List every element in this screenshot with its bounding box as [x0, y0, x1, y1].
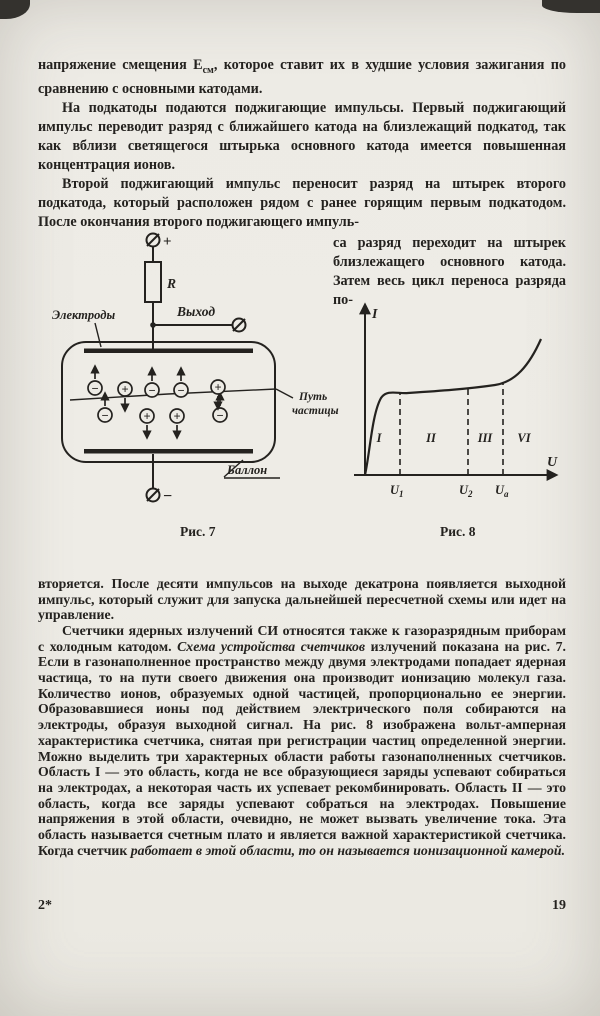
text-fragment: напряжение смещения Е [38, 57, 203, 73]
ions [88, 367, 227, 437]
u1-tick-label: $U_1$ [390, 482, 404, 499]
electrodes-label: Электроды [52, 307, 116, 322]
ion-sign: − [148, 383, 156, 398]
minus-sign-label: − [163, 487, 173, 505]
u2-tick-label: $U_2$ [459, 482, 473, 499]
paragraph-beside-figure: са разряд переходит на штырек близлежащего основного катода. Затем весь цикл переноса разряда по- [333, 234, 566, 308]
junction-dot [150, 322, 156, 328]
page-footer [38, 898, 566, 914]
text-fragment: , которое ставит их в худшие условия зажигания по сравнению с основными катодами. [38, 57, 566, 97]
ion-sign: − [91, 381, 99, 396]
region-label: III [477, 430, 493, 445]
u3-tick-label: $U_а$ [495, 482, 509, 499]
italic-text-fragment: работает в этой области, то он называется ионизационной камерой. [130, 842, 566, 858]
paragraph-second-pulse: Второй поджигающий импульс переносит разряд на штырек второго подкатода, который расположен рядом с ранее горящим первым подкатодом. После окончания второго поджигающего импуль- [38, 175, 566, 230]
figure7-caption: Рис. 7 [180, 523, 216, 539]
text-fragment: излучений показана на рис. 7. Если в газонаполненное пространство между двумя электродами попадает ядерная частица, то на пути своего движения она производит ионизацию молекул газа. Количество ионов, образуемых одной частицей, пропорционально ее энергии. Образовавшиеся ионы под действием электрического поля собираются на электроды, образуя выходной сигнал. На рис. 8 изображена вольт-амперная характеристика счетчика, снятая при регистрации частиц определенной энергии. Можно выделить три характерных области работы газонаполненных счетчиков. Область I — это область, когда не все образующиеся заряды успевают собираться на электродах, а некоторая часть их успевает рекомбинировать. Область II — это область, когда все заряды успевают собраться на электродах. Повышение напряжения в этой области, очевидно, не может вызвать увеличение тока. Эта область называется счетным плато и является важной характеристикой счетчика. Когда счетчик [38, 638, 566, 858]
region-label: I [376, 430, 382, 445]
ion-sign: + [173, 409, 181, 424]
electrodes-leader-line [95, 323, 101, 347]
balloon-label: Баллон [227, 462, 268, 477]
subscript-text: см [202, 64, 214, 76]
paragraph-subcathodes: На подкатоды подаются поджигающие импульсы. Первый поджигающий импульс переводит разряд с ближайшего катода на близлежащий подкатод, так как вблизи светящегося штырька основного катода имеется повышенная концентрация ионов. [38, 99, 566, 173]
region-label: VI [517, 430, 531, 445]
figures-block [38, 232, 566, 544]
output-label: Выход [177, 303, 216, 319]
paragraph-radiation-counters [38, 623, 566, 859]
particle-path-leader [276, 389, 293, 398]
figure8-caption: Рис. 8 [440, 523, 476, 539]
ion-sign: + [121, 382, 129, 397]
italic-text-fragment: Схема устройства счетчиков [177, 638, 366, 654]
ion-sign: − [101, 408, 109, 423]
ion-sign: + [143, 409, 151, 424]
tube-envelope [62, 342, 275, 462]
resistor-label: R [167, 275, 177, 291]
particle-path-label-line2: частицы [292, 404, 339, 417]
bottom-electrode [84, 449, 253, 454]
resistor [145, 262, 161, 302]
page-number: 19 [552, 898, 566, 913]
ion-sign: + [214, 380, 222, 395]
region-label: II [426, 430, 436, 445]
paragraph-decatron-output: вторяется. После десяти импульсов на выходе декатрона появляется выходной импульс, который служит для запуска дальнейшей пересчетной схемы или идет на управление. [38, 575, 566, 623]
y-axis-label: I [372, 306, 378, 322]
plus-sign-label: + [163, 233, 172, 250]
paragraph-top-continuation [38, 56, 566, 99]
particle-path-label-line1: Путь [299, 390, 328, 403]
scan-artifact-top-right [542, 0, 600, 13]
scan-artifact-top-left [0, 0, 30, 19]
figure7-counter-tube-schematic [48, 228, 358, 520]
text-fragment: Счетчики ядерных излучений СИ относятся также к газоразрядным приборам с холодным катодом. [38, 622, 566, 654]
x-axis-label: U [547, 454, 558, 470]
page-content [38, 56, 566, 858]
ion-sign: − [177, 383, 185, 398]
ion-sign: − [216, 408, 224, 423]
footer-signature: 2* [38, 898, 52, 913]
top-electrode [84, 348, 253, 353]
figure8-volt-ampere-characteristic [343, 294, 568, 509]
current-curve [365, 339, 541, 475]
